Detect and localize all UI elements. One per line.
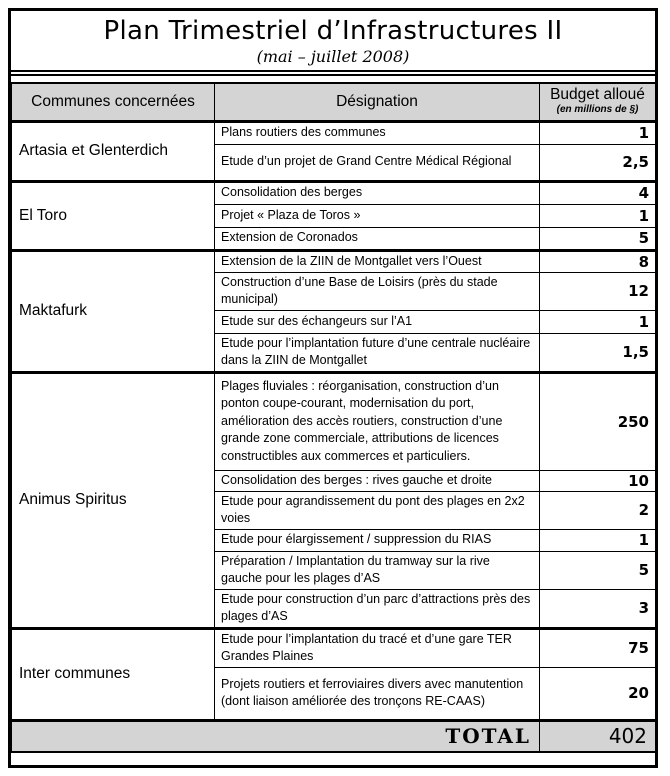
header-budget-label: Budget alloué: [550, 85, 645, 103]
budget-cell: 1: [540, 204, 656, 227]
budget-cell: 75: [540, 628, 656, 667]
budget-cell: 3: [540, 589, 656, 628]
designation-cell: Etude d’un projet de Grand Centre Médical Régional: [215, 144, 540, 181]
budget-cell: 5: [540, 227, 656, 250]
commune-cell: Animus Spiritus: [12, 372, 215, 628]
budget-cell: 2: [540, 491, 656, 529]
designation-cell: Extension de Coronados: [215, 227, 540, 250]
header-row: [12, 83, 656, 121]
commune-cell: Artasia et Glenterdich: [12, 121, 215, 181]
budget-cell: 4: [540, 181, 656, 204]
designation-cell: Plages fluviales : réorganisation, construction d’un ponton coupe-courant, modernisation du port, amélioration des accès routiers, construction d’une grande zone commerciale, attributions de licences constructibles aux commerces et particuliers.: [215, 372, 540, 470]
budget-cell: 1,5: [540, 333, 656, 372]
designation-cell: Consolidation des berges : rives gauche et droite: [215, 470, 540, 491]
designation-cell: Extension de la ZIIN de Montgallet vers l’Ouest: [215, 250, 540, 272]
total-label: TOTAL: [12, 720, 540, 752]
designation-cell: Projets routiers et ferroviaires divers avec manutention (dont liaison améliorée des tronçons RE-CAAS): [215, 667, 540, 720]
budget-cell: 250: [540, 372, 656, 470]
header-budget-unit: (en millions de §): [556, 103, 639, 115]
table-row: [12, 372, 656, 470]
page-subtitle: (mai – juillet 2008): [256, 47, 410, 66]
header-commune: Communes concernées: [12, 83, 215, 121]
total-value: 402: [540, 720, 656, 752]
title-divider-2: [11, 74, 655, 76]
table-row: [12, 121, 656, 144]
total-row: [12, 720, 656, 752]
title-block: [11, 11, 655, 69]
designation-cell: Etude pour construction d’un parc d’attractions près des plages d’AS: [215, 589, 540, 628]
commune-cell: El Toro: [12, 181, 215, 250]
page-title: Plan Trimestriel d’Infrastructures II: [103, 16, 563, 46]
designation-cell: Préparation / Implantation du tramway sur la rive gauche pour les plages d’AS: [215, 551, 540, 589]
designation-cell: Etude pour agrandissement du pont des plages en 2x2 voies: [215, 491, 540, 529]
designation-cell: Etude sur des échangeurs sur l’A1: [215, 310, 540, 333]
commune-cell: Inter communes: [12, 628, 215, 720]
budget-cell: 1: [540, 121, 656, 144]
budget-cell: 12: [540, 272, 656, 310]
budget-cell: 1: [540, 529, 656, 551]
table-row: [12, 181, 656, 204]
budget-cell: 10: [540, 470, 656, 491]
budget-cell: 8: [540, 250, 656, 272]
designation-cell: Etude pour l’implantation du tracé et d’une gare TER Grandes Plaines: [215, 628, 540, 667]
budget-cell: 5: [540, 551, 656, 589]
budget-cell: 1: [540, 310, 656, 333]
title-divider: [11, 70, 655, 72]
designation-cell: Etude pour élargissement / suppression du RIAS: [215, 529, 540, 551]
table-row: [12, 250, 656, 272]
designation-cell: Etude pour l’implantation future d’une centrale nucléaire dans la ZIIN de Montgallet: [215, 333, 540, 372]
budget-cell: 20: [540, 667, 656, 720]
commune-cell: Maktafurk: [12, 250, 215, 372]
designation-cell: Projet « Plaza de Toros »: [215, 204, 540, 227]
designation-cell: Consolidation des berges: [215, 181, 540, 204]
table-row: [12, 628, 656, 667]
designation-cell: Plans routiers des communes: [215, 121, 540, 144]
budget-table: [11, 82, 656, 753]
header-budget: [540, 83, 656, 121]
table-body: [12, 121, 656, 720]
designation-cell: Construction d’une Base de Loisirs (près du stade municipal): [215, 272, 540, 310]
budget-cell: 2,5: [540, 144, 656, 181]
header-designation: Désignation: [215, 83, 540, 121]
